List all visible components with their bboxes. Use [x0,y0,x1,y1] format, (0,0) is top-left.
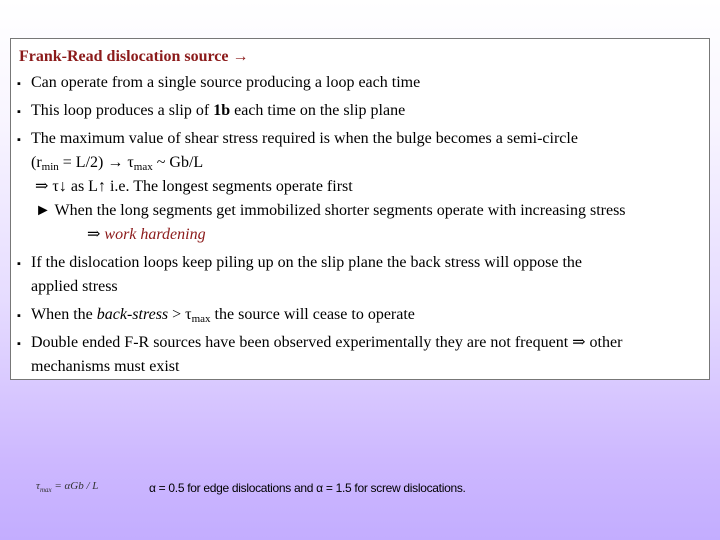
arrow-icon: → [232,48,249,65]
bullet-icon: ▪ [17,258,21,270]
bullet-3-implication [35,177,353,197]
bullet-text: Can operate from a single source producing a loop each time [31,74,421,91]
bullet-3-continuation [31,153,203,173]
tau-symbol: τ [36,480,40,492]
bullet-text: This loop produces a slip of [31,102,214,119]
work-hardening-line [87,225,206,245]
content-box [10,38,710,380]
bullet-6 [17,333,622,354]
implies-icon: ⇒ [87,226,105,243]
bullet-icon: ▪ [17,310,21,322]
bullet-4-continuation [31,277,118,297]
triangle-point-text: ► When the long segments get immobilized shorter segments operate with increasing stress [35,202,626,219]
bullet-3 [17,129,578,150]
text-part: ~ Gb/L [152,154,204,171]
bullet-6-continuation [31,357,179,377]
back-stress-term: back-stress [96,306,169,323]
bullet-text: > τ [168,306,192,323]
bullet-text: Double ended F-R sources have been observed experimentally they are not frequent ⇒ other [31,334,623,351]
bullet-text: applied stress [31,278,118,295]
subscript: max [133,161,153,173]
text-part: (r [31,154,42,171]
slide-title [19,47,248,67]
subscript: max [191,313,211,325]
formula-text: = αGb / L [51,480,99,492]
bullet-text: each time on the slip plane [230,102,406,119]
bullet-1 [17,73,420,94]
bullet-5 [17,305,415,326]
title-text: Frank-Read dislocation source [19,48,229,65]
formula [36,480,98,492]
bullet-text: If the dislocation loops keep piling up on the slip plane the back stress will oppose the [31,254,583,271]
bullet-4 [17,253,582,274]
work-hardening-term: work hardening [104,226,206,243]
bullet-text: When the [31,306,97,323]
subscript: max [39,486,52,494]
text-part: = L/2) → τ [58,154,134,171]
bullet-icon: ▪ [17,78,21,90]
bullet-text: mechanisms must exist [31,358,180,375]
bullet-icon: ▪ [17,338,21,350]
footnote: α = 0.5 for edge dislocations and α = 1.5 for screw dislocations. [149,481,466,495]
bullet-2 [17,101,405,122]
subscript: min [41,161,59,173]
bullet-icon: ▪ [17,106,21,118]
bullet-text: The maximum value of shear stress required is when the bulge becomes a semi-circle [31,130,578,147]
bullet-text: the source will cease to operate [210,306,415,323]
bullet-icon: ▪ [17,134,21,146]
implication-text: ⇒ τ↓ as L↑ i.e. The longest segments operate first [35,178,353,195]
bold-term: 1b [213,102,231,119]
bullet-3-triangle-point [35,201,626,221]
